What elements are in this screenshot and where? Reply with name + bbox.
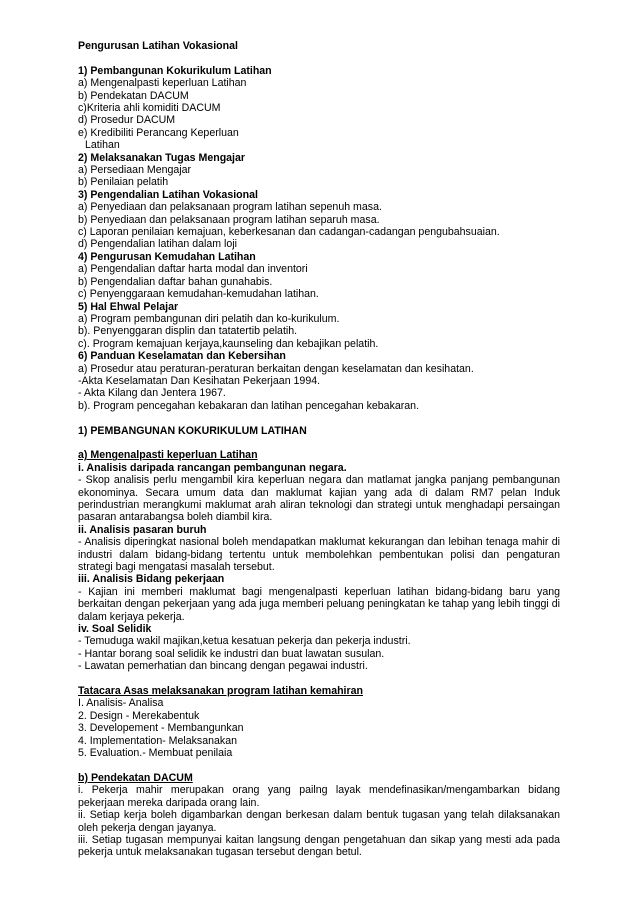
outline-item: a) Penyediaan dan pelaksanaan program latihan sepenuh masa. (78, 201, 382, 214)
outline-section-3-title: 3) Pengendalian Latihan Vokasional (78, 188, 258, 201)
outline-section-2-title: 2) Melaksanakan Tugas Mengajar (78, 151, 246, 164)
outline-item: a) Prosedur atau peraturan-peraturan berkaitan dengan keselamatan dan kesihatan. (78, 362, 474, 375)
list-item: I. Analisis- Analisa (78, 697, 164, 710)
outline-section-4-title: 4) Pengurusan Kemudahan Latihan (78, 250, 256, 263)
outline-item: c) Laporan penilaian kemajuan, keberkesanan dan cadangan-cadangan pengubahsuaian. (78, 226, 500, 239)
outline-section-5-title: 5) Hal Ehwal Pelajar (78, 300, 179, 313)
paragraph: iii. Setiap tugasan mempunyai kaitan langsung dengan pengetahuan dan sikap yang mesti ada pada pekerja untuk melaksanakan tugasan tersebut dengan betul. (78, 833, 560, 859)
outline-item: b) Penilaian pelatih (78, 176, 169, 189)
section-tatacara (78, 685, 560, 759)
subsection-heading: b) Pendekatan DACUM (78, 771, 193, 784)
paragraph: i. Pekerja mahir merupakan orang yang pailng layak mendefinasikan/mengambarkan bidang pekerjaan mereka daripada orang lain. (78, 784, 560, 809)
item-title: iii. Analisis Bidang pekerjaan (78, 573, 225, 586)
list-item: 3. Developement - Membangunkan (78, 722, 244, 735)
outline-item: d) Prosedur DACUM (78, 114, 176, 127)
outline-item: e) Kredibiliti Perancang Keperluan (78, 126, 239, 139)
outline-item: a) Program pembangunan diri pelatih dan ko-kurikulum. (78, 312, 340, 325)
paragraph: - Skop analisis perlu mengambil kira keperluan negara dan matlamat jangka panjang pembangunan ekonominya. Secara umum data dan maklumat kajian yang ada di dalam RM7 pelan Induk perindustrian merangkumi maklumat arah aliran teknologi dan strategi untuk menghadapi persaingan pasaran antarabangsa boleh diambil kira. (78, 474, 560, 524)
section-heading: 1) PEMBANGUNAN KOKURIKULUM LATIHAN (78, 424, 307, 437)
outline-item: a) Mengenalpasti keperluan Latihan (78, 77, 247, 90)
outline-item: a) Pengendalian daftar harta modal dan inventori (78, 263, 308, 276)
paragraph: - Analisis diperingkat nasional boleh mendapatkan maklumat kekurangan dan lebihan tenaga mahir di industri dalam bidang-bidang tertentu untuk membolehkan pembentukan polisi dan pengaturan strategi bagi mengatasi masalah tersebut. (78, 536, 560, 574)
document-title: Pengurusan Latihan Vokasional (78, 40, 238, 52)
spacer (78, 412, 560, 424)
outline-item: a) Persediaan Mengajar (78, 164, 192, 177)
outline-section-1-title: 1) Pembangunan Kokurikulum Latihan (78, 64, 272, 77)
item-title: iv. Soal Selidik (78, 623, 152, 636)
subsection-heading: a) Mengenalpasti keperluan Latihan (78, 449, 258, 462)
outline-item: b). Program pencegahan kebakaran dan latihan pencegahan kebakaran. (78, 399, 420, 412)
list-item: - Lawatan pemerhatian dan bincang dengan pegawai industri. (78, 660, 368, 673)
spacer (78, 437, 560, 449)
item-title: i. Analisis daripada rancangan pembangunan negara. (78, 461, 347, 474)
section-dacum (78, 772, 560, 859)
spacer (78, 760, 560, 772)
list-item: 5. Evaluation.- Membuat penilaia (78, 747, 233, 760)
outline-subitem: - Akta Kilang dan Jentera 1967. (78, 387, 226, 400)
list-item: - Temuduga wakil majikan,ketua kesatuan pekerja dan pekerja industri. (78, 635, 411, 648)
outline-item-continued: Latihan (85, 139, 120, 152)
outline-item: d) Pengendalian latihan dalam loji (78, 238, 238, 251)
outline-item: c)Kriteria ahli komiditi DACUM (78, 102, 221, 115)
list-item: 2. Design - Merekabentuk (78, 709, 200, 722)
list-item: 4. Implementation- Melaksanakan (78, 734, 237, 747)
outline-item: b) Pengendalian daftar bahan gunahabis. (78, 275, 273, 288)
paragraph: - Kajian ini memberi maklumat bagi mengenalpasti keperluan latihan bidang-bidang baru yang berkaitan dengan pekerjaan yang ada juga memberi peluang peningkatan ke tahap yang lebih tinggi di dalam kerjaya pekerja. (78, 585, 560, 623)
spacer (78, 673, 560, 685)
outline-section-6-title: 6) Panduan Keselamatan dan Kebersihan (78, 350, 286, 363)
outline-subitem: -Akta Keselamatan Dan Kesihatan Pekerjaan 1994. (78, 374, 321, 387)
spacer (78, 52, 560, 64)
list-item: - Hantar borang soal selidik ke industri dan buat lawatan susulan. (78, 647, 385, 660)
paragraph: ii. Setiap kerja boleh digambarkan dengan berkesan dalam bentuk tugasan yang telah dilaksanakan oleh pekerja dengan jayanya. (78, 809, 560, 834)
outline-item: b). Penyenggaran displin dan tatatertib pelatih. (78, 325, 298, 338)
section-needs-analysis (78, 449, 560, 672)
item-title: ii. Analisis pasaran buruh (78, 523, 207, 536)
outline-item: c) Penyenggaraan kemudahan-kemudahan latihan. (78, 288, 319, 301)
outline-item: b) Pendekatan DACUM (78, 89, 189, 102)
outline-item: c). Program kemajuan kerjaya,kaunseling dan kebajikan pelatih. (78, 337, 379, 350)
outline (78, 65, 560, 412)
outline-item: b) Penyediaan dan pelaksanaan program latihan separuh masa. (78, 213, 380, 226)
subsection-heading: Tatacara Asas melaksanakan program latihan kemahiran (78, 685, 363, 698)
